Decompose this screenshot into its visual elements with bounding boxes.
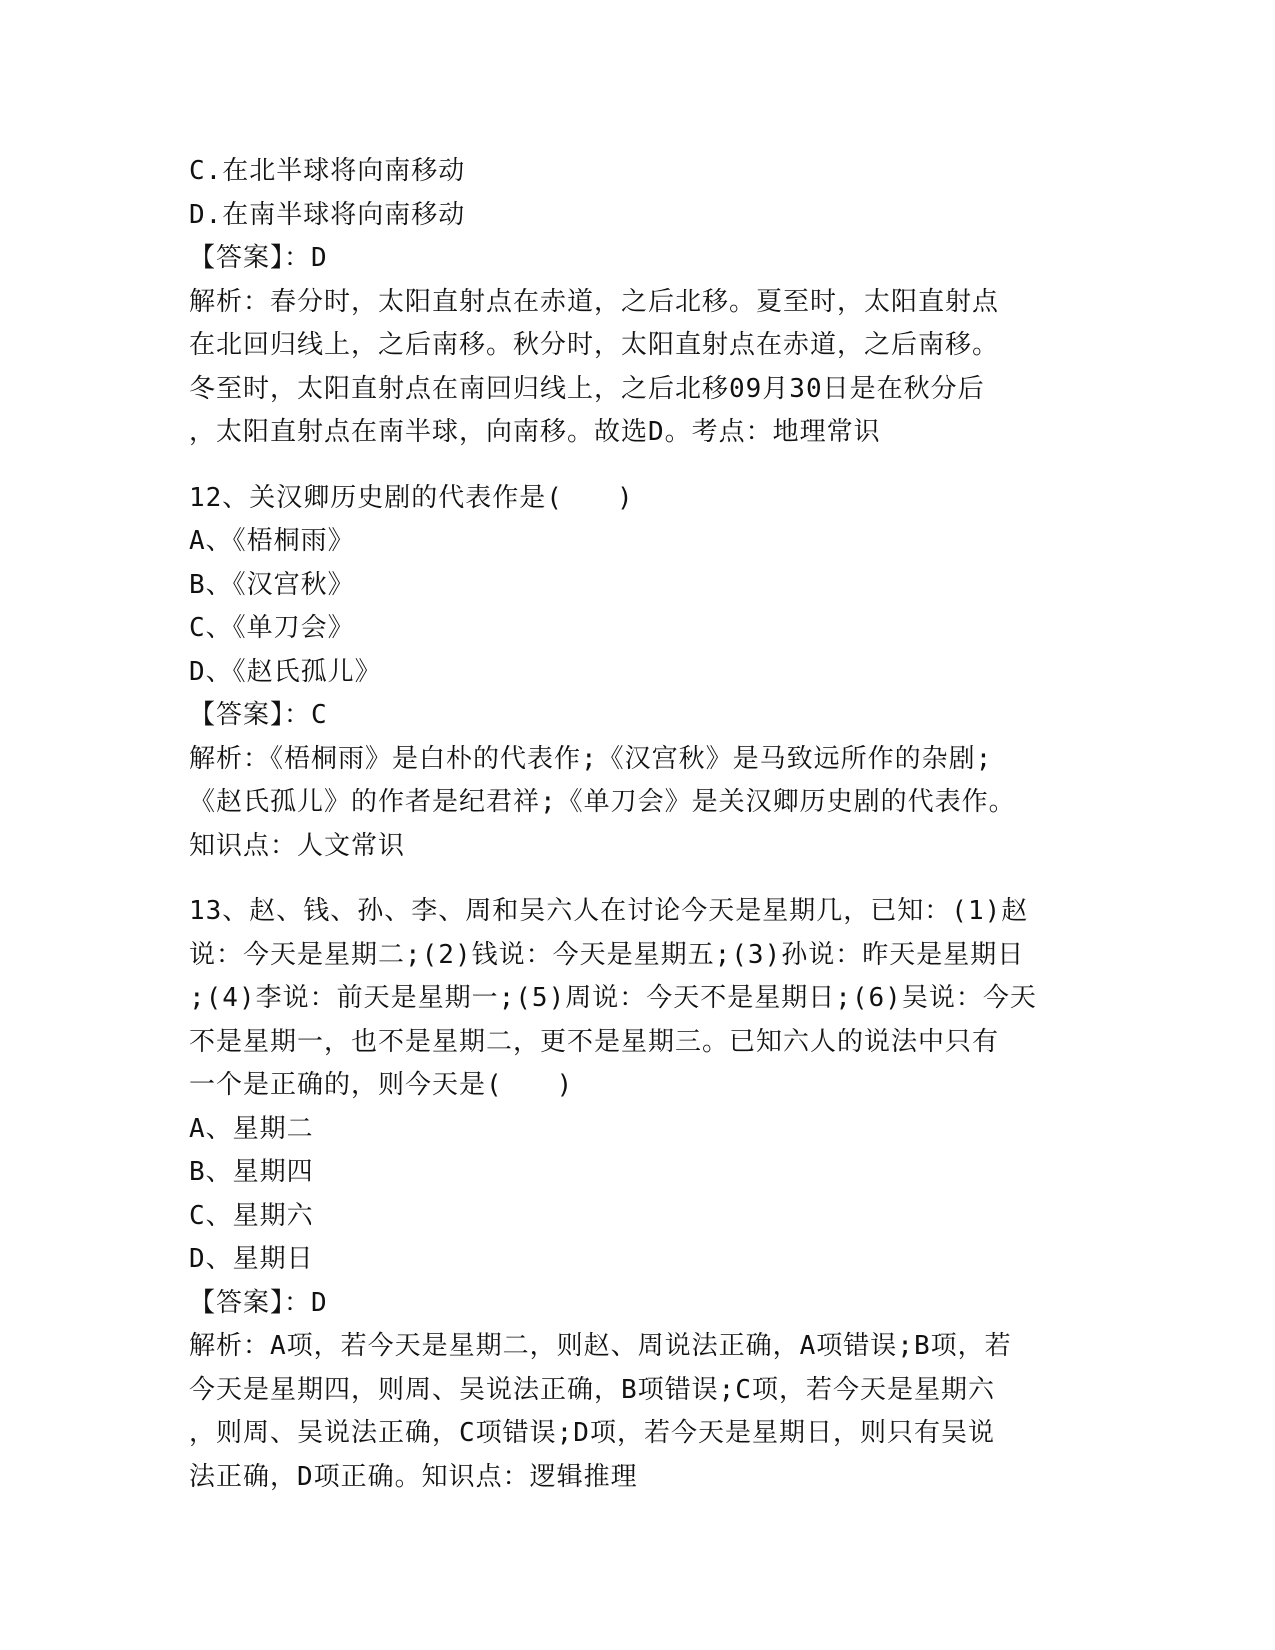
question-13-stem: ;(4)李说：前天是星期一;(5)周说：今天不是星期日;(6)吴说：今天 [189,983,1037,1013]
answer-line: 【答案】：D [189,243,328,273]
question-12-analysis: 解析：《梧桐雨》是白朴的代表作;《汉宫秋》是马致远所作的杂剧; [189,743,993,774]
question-13-analysis: 法正确，D项正确。知识点：逻辑推理 [189,1461,638,1492]
question-13-stem: 一个是正确的，则今天是( ) [189,1070,574,1100]
question-13-option-b: B、星期四 [189,1157,314,1187]
analysis-line: 冬至时，太阳直射点在南回归线上，之后北移09月30日是在秋分后 [189,373,985,404]
analysis-line: ，太阳直射点在南半球，向南移。故选D。考点：地理常识 [189,417,881,447]
analysis-line: 解析：春分时，太阳直射点在赤道，之后北移。夏至时，太阳直射点 [189,286,1000,317]
analysis-line: 在北回归线上，之后南移。秋分时，太阳直射点在赤道，之后南移。 [189,330,1000,360]
question-13-analysis: 今天是星期四，则周、吴说法正确，B项错误;C项，若今天是星期六 [189,1374,995,1405]
question-13-stem: 说：今天是星期二;(2)钱说：今天是星期五;(3)孙说：昨天是星期日 [189,939,1025,970]
question-13-option-a: A、星期二 [189,1113,314,1144]
question-12-analysis: 知识点：人文常识 [189,830,406,861]
question-13-stem: 不是星期一，也不是星期二，更不是星期三。已知六人的说法中只有 [189,1026,1000,1057]
option-c: C.在北半球将向南移动 [189,156,466,186]
question-12-option-c: C、《单刀会》 [189,613,355,643]
question-13-option-d: D、星期日 [189,1244,314,1274]
question-12-analysis: 《赵氏孤儿》的作者是纪君祥;《单刀会》是关汉卿历史剧的代表作。 [189,787,1016,817]
section-gap [189,868,1089,890]
question-12-answer: 【答案】：C [189,700,328,730]
option-d: D.在南半球将向南移动 [189,199,466,230]
question-13-analysis: ，则周、吴说法正确，C项错误;D项，若今天是星期日，则只有吴说 [189,1418,995,1448]
question-13-answer: 【答案】：D [189,1287,328,1318]
question-12-stem: 12、关汉卿历史剧的代表作是( ) [189,482,634,513]
section-gap [189,455,1089,477]
question-13-option-c: C、星期六 [189,1200,314,1231]
question-13-analysis: 解析：A项，若今天是星期二，则赵、周说法正确，A项错误;B项，若 [189,1331,1012,1361]
question-12-option-d: D、《赵氏孤儿》 [189,656,382,687]
question-12-option-b: B、《汉宫秋》 [189,569,355,600]
question-12-option-a: A、《梧桐雨》 [189,526,355,556]
page-content [189,150,1089,1499]
question-13-stem: 13、赵、钱、孙、李、周和吴六人在讨论今天是星期几，已知：(1)赵 [189,896,1029,926]
